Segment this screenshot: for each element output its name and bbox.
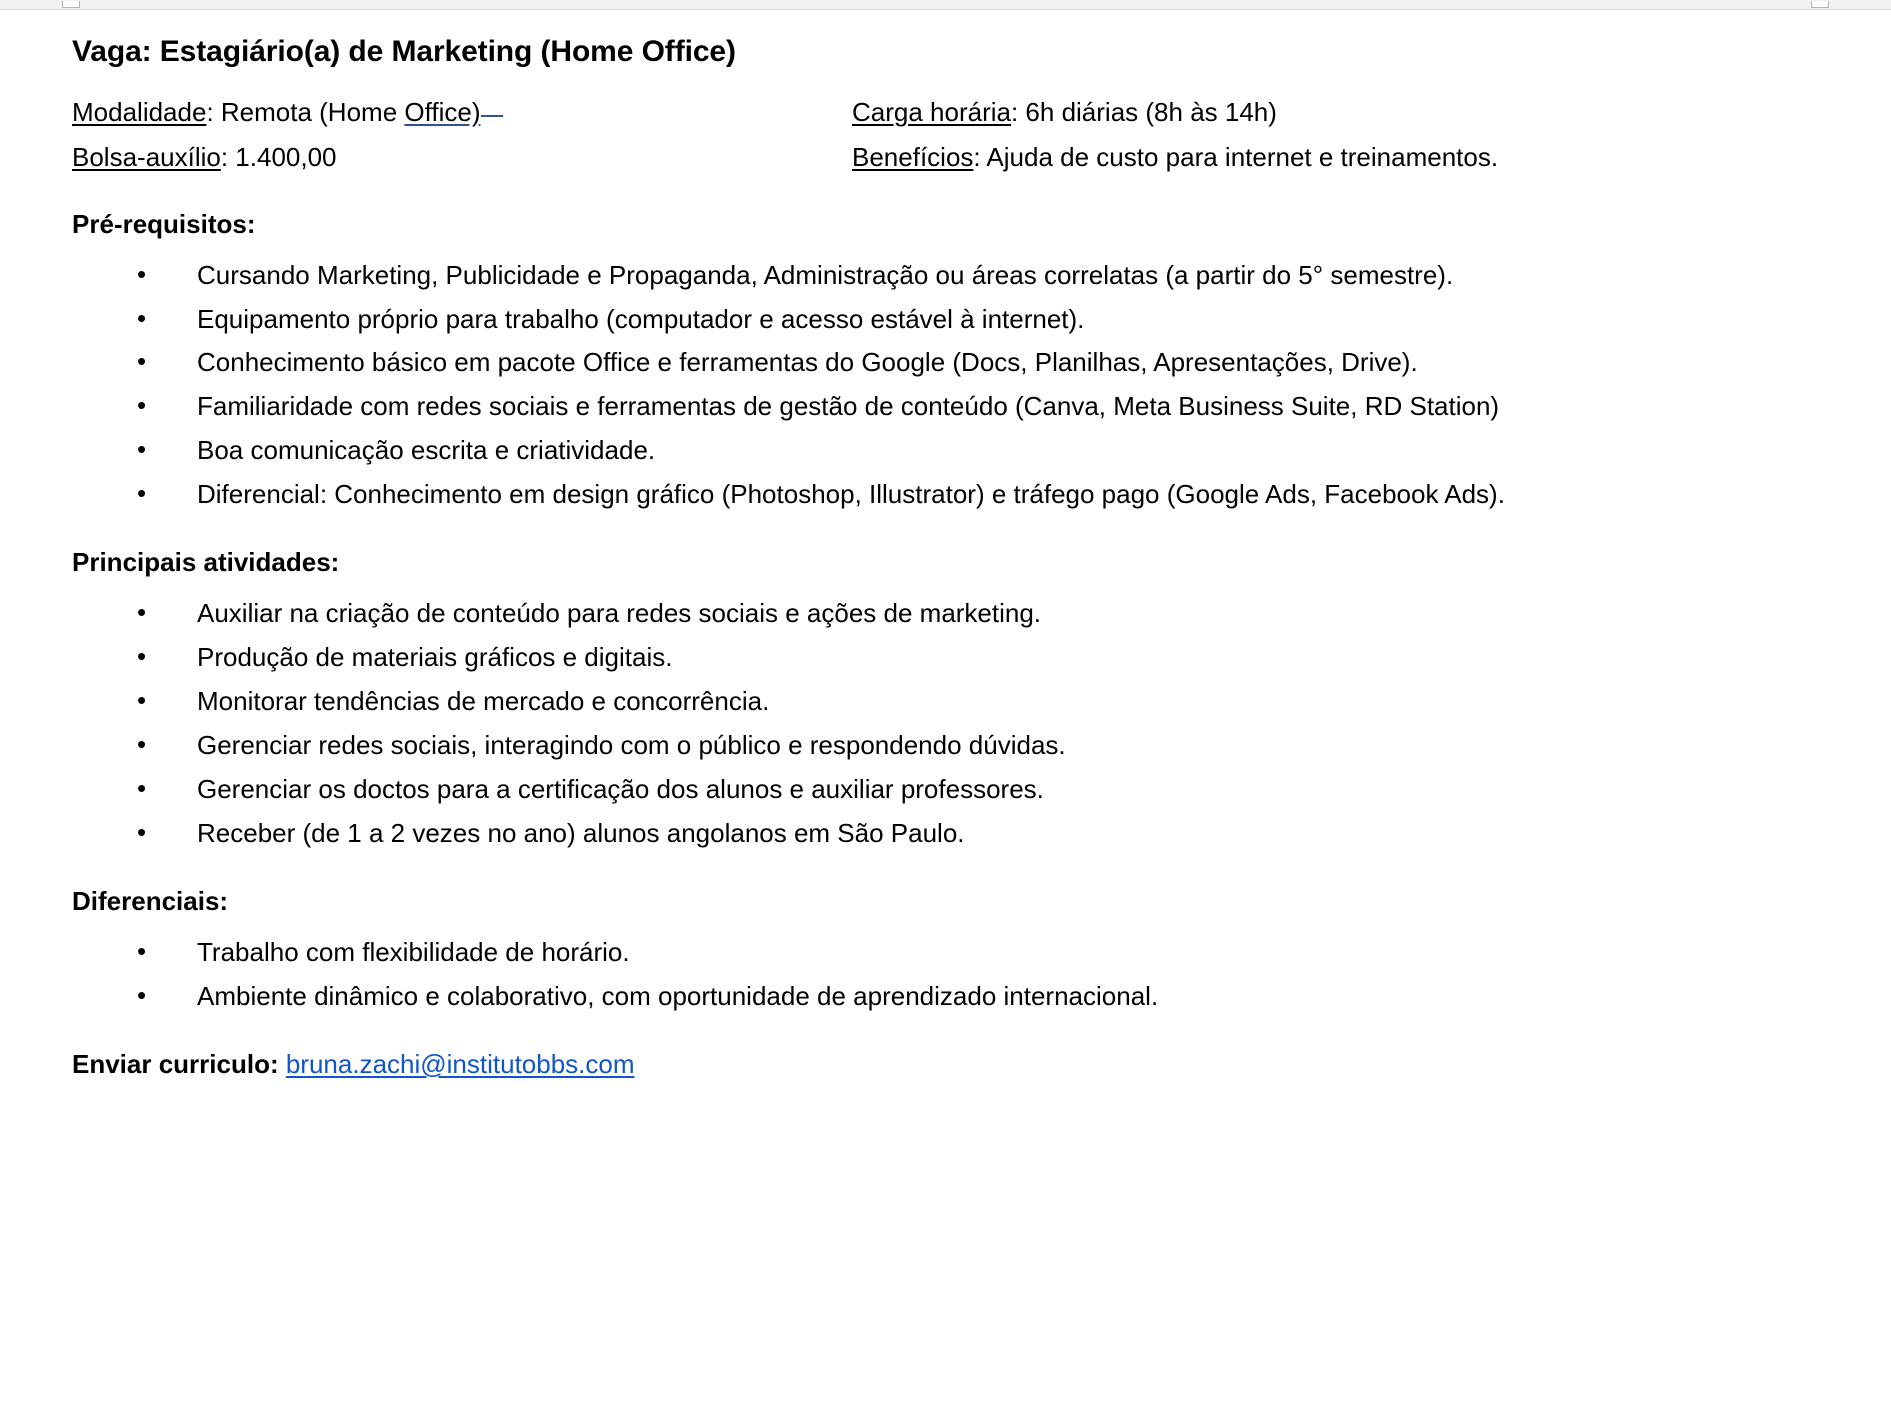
section-heading-atividades: Principais atividades: bbox=[72, 547, 340, 578]
meta-bolsa-label: Bolsa-auxílio bbox=[72, 141, 221, 172]
document-page bbox=[0, 10, 1891, 1120]
page-title: Vaga: Estagiário(a) de Marketing (Home Office) bbox=[72, 35, 736, 68]
section-heading-diferenciais: Diferenciais: bbox=[72, 885, 229, 916]
left-margin-marker[interactable] bbox=[62, 1, 80, 8]
list-item: • Boa comunicação escrita e criatividade. bbox=[72, 429, 1836, 473]
meta-modalidade-label: Modalidade bbox=[72, 97, 207, 127]
contact-label: Enviar curriculo: bbox=[72, 1048, 286, 1079]
ruler-strip bbox=[0, 0, 1891, 10]
list-diferenciais bbox=[72, 931, 1836, 1019]
meta-modalidade bbox=[72, 96, 852, 130]
meta-beneficios bbox=[852, 141, 1836, 175]
list-item: • Diferencial: Conhecimento em design gráfico (Photoshop, Illustrator) e tráfego pago (Google Ads, Facebook Ads). bbox=[72, 473, 1836, 517]
list-prerequisitos bbox=[72, 254, 1836, 518]
meta-underline-tail bbox=[481, 115, 503, 117]
meta-carga-label: Carga horária bbox=[852, 97, 1011, 127]
contact-email-link[interactable]: bruna.zachi@institutobbs.com bbox=[285, 1048, 635, 1079]
meta-modalidade-value: : Remota (Home bbox=[206, 97, 405, 127]
list-item: • Gerenciar redes sociais, interagindo com o público e respondendo dúvidas. bbox=[72, 724, 1836, 768]
contact-line bbox=[72, 1049, 1836, 1080]
list-item: • Familiaridade com redes sociais e ferramentas de gestão de conteúdo (Canva, Meta Business Suite, RD Station) bbox=[72, 385, 1836, 429]
list-item: • Receber (de 1 a 2 vezes no ano) alunos angolanos em São Paulo. bbox=[72, 812, 1836, 856]
meta-bolsa-value: : 1.400,00 bbox=[220, 141, 337, 172]
meta-beneficios-value: : Ajuda de custo para internet e treinamentos. bbox=[973, 141, 1499, 172]
meta-modalidade-link[interactable]: Office) bbox=[404, 97, 481, 127]
list-item: • Equipamento próprio para trabalho (computador e acesso estável à internet). bbox=[72, 298, 1836, 342]
meta-beneficios-label: Benefícios bbox=[852, 141, 974, 172]
list-item: • Ambiente dinâmico e colaborativo, com oportunidade de aprendizado internacional. bbox=[72, 975, 1836, 1019]
list-atividades bbox=[72, 592, 1836, 856]
list-item: • Monitorar tendências de mercado e concorrência. bbox=[72, 680, 1836, 724]
meta-carga-value: : 6h diárias (8h às 14h) bbox=[1010, 97, 1277, 127]
right-margin-marker[interactable] bbox=[1811, 1, 1829, 8]
list-item: • Auxiliar na criação de conteúdo para redes sociais e ações de marketing. bbox=[72, 592, 1836, 636]
list-item: • Conhecimento básico em pacote Office e ferramentas do Google (Docs, Planilhas, Apresentações, Drive). bbox=[72, 341, 1836, 385]
job-meta-grid bbox=[72, 96, 1836, 175]
section-heading-prerequisitos: Pré-requisitos: bbox=[72, 208, 256, 239]
list-item: • Cursando Marketing, Publicidade e Propaganda, Administração ou áreas correlatas (a partir do 5° semestre). bbox=[72, 254, 1836, 298]
list-item: • Gerenciar os doctos para a certificação dos alunos e auxiliar professores. bbox=[72, 768, 1836, 812]
list-item: • Trabalho com flexibilidade de horário. bbox=[72, 931, 1836, 975]
meta-bolsa-auxilio bbox=[72, 141, 852, 175]
meta-carga-horaria bbox=[852, 96, 1836, 130]
list-item: • Produção de materiais gráficos e digitais. bbox=[72, 636, 1836, 680]
